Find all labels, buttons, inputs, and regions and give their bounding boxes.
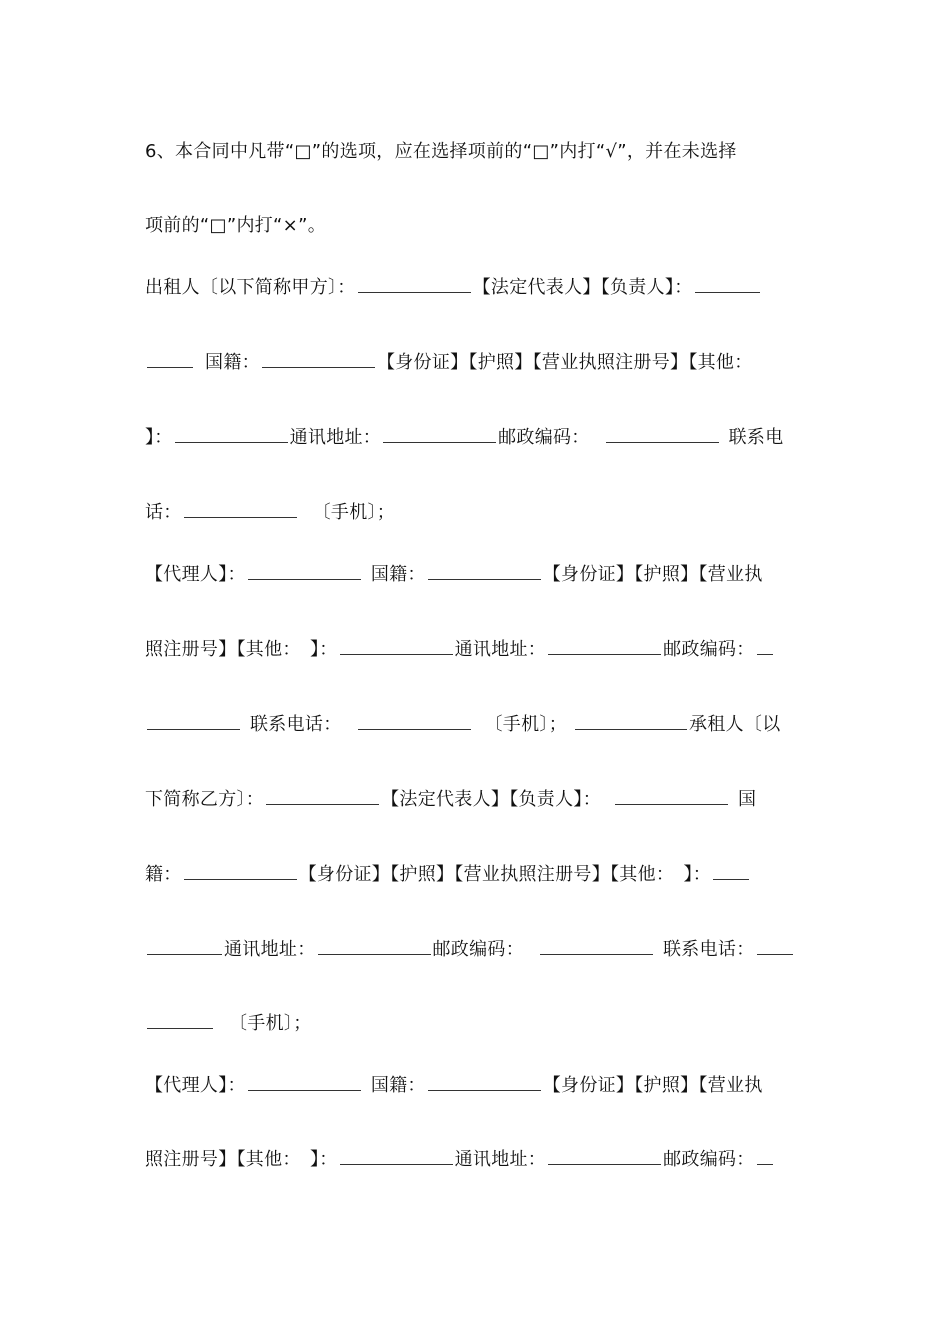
lessee-label-cont: 下简称乙方〕： [145,789,265,810]
lessor-agent-line-3 [145,713,815,737]
lessee-representative-label: 【法定代表人】【负责人】： [381,789,602,810]
lessor-representative-blank[interactable] [695,276,760,293]
lessor-phone-blank[interactable] [184,501,297,518]
lessor-agent-id-label: 照注册号】【其他： 】： [145,639,338,660]
lessee-agent-line-2 [145,1148,815,1172]
lessee-postcode-label: 邮政编码： [432,939,524,960]
lessor-address-blank[interactable] [383,426,496,443]
lessor-nationality-blank[interactable] [262,351,375,368]
instruction-text-1: 6、本合同中凡带“□”的选项，应在选择项前的“□”内打“√”，并在未选择 [145,141,737,162]
lessor-line-4 [145,501,815,525]
lessor-name-blank[interactable] [358,276,471,293]
lessor-agent-postcode-blank[interactable] [757,638,773,655]
lessee-phone-blank[interactable] [757,938,793,955]
lessor-agent-label: 【代理人】： [145,564,246,585]
lessor-agent-address-label: 通讯地址： [454,639,547,660]
lessee-id-type-label: 【身份证】【护照】【营业执照注册号】【其他： 】： [298,864,712,885]
lessor-representative-blank-cont[interactable] [147,351,193,368]
lessor-id-type-label: 【身份证】【护照】【营业执照注册号】【其他： [376,352,753,373]
lessee-agent-line-1 [145,1074,815,1098]
lessee-id-blank[interactable] [713,863,749,880]
lessee-phone-blank-cont[interactable] [147,1012,213,1029]
lessee-agent-blank[interactable] [248,1074,361,1091]
lessor-agent-phone-label: 联系电话： [250,714,342,735]
lessee-agent-id-type-label: 【身份证】【护照】【营业执 [542,1075,763,1096]
lessor-nationality-label: 国籍： [205,352,260,373]
lessee-phone-label: 联系电话： [663,939,755,960]
lessee-line-1 [145,788,815,812]
lessee-label: 承租人〔以 [689,714,781,735]
lessee-agent-nationality-blank[interactable] [428,1074,541,1091]
instruction-line-2 [145,214,815,238]
lessor-agent-address-blank[interactable] [548,638,661,655]
lessor-agent-blank[interactable] [248,563,361,580]
lessee-agent-postcode-label: 邮政编码： [663,1149,755,1170]
lessor-agent-id-type-label: 【身份证】【护照】【营业执 [542,564,763,585]
lessor-line-2 [145,351,815,375]
lessee-address-label: 通讯地址： [224,939,316,960]
lessee-id-blank-cont[interactable] [147,938,222,955]
lessor-agent-id-blank[interactable] [340,638,453,655]
lessee-representative-blank[interactable] [615,788,728,805]
lessee-agent-id-blank[interactable] [340,1148,453,1165]
instruction-line-1 [145,140,815,164]
lessee-postcode-blank[interactable] [540,938,653,955]
lessor-agent-postcode-blank-cont[interactable] [147,713,240,730]
lessor-agent-nationality-label: 国籍： [370,564,426,585]
lessee-agent-nationality-label: 国籍： [370,1075,426,1096]
lessee-agent-address-label: 通讯地址： [454,1149,547,1170]
lessee-nationality-label: 国 [738,789,757,810]
lessee-name-blank-2[interactable] [266,788,379,805]
lessee-name-blank[interactable] [575,713,687,730]
lessor-label: 出租人〔以下简称甲方〕： [145,277,356,298]
lessee-nationality-blank[interactable] [184,863,297,880]
lessor-mobile-label: 〔手机〕； [312,502,396,523]
lessor-postcode-blank[interactable] [606,426,719,443]
lessor-line-3 [145,426,815,450]
lessor-agent-postcode-label: 邮政编码： [663,639,755,660]
lessor-agent-mobile-label: 〔手机〕； [484,714,567,735]
lessor-representative-label: 【法定代表人】【负责人】： [472,277,693,298]
lessee-line-4 [145,1012,815,1036]
lessee-line-3 [145,938,815,962]
lessor-line-1 [145,276,815,300]
lessee-agent-id-label: 照注册号】【其他： 】： [145,1149,338,1170]
lessor-agent-line-1 [145,563,815,587]
lessee-agent-postcode-blank[interactable] [757,1148,773,1165]
lessor-agent-line-2 [145,638,815,662]
lessor-agent-nationality-blank[interactable] [428,563,541,580]
lessor-id-close: 】： [145,427,173,448]
lessor-address-label: 通讯地址： [289,427,382,448]
instruction-text-2: 项前的“□”内打“×”。 [145,215,326,236]
lessee-line-2 [145,863,815,887]
lessor-phone-label: 联系电 [728,427,784,448]
lessee-nationality-label-cont: 籍： [145,864,182,885]
lessee-mobile-label: 〔手机〕； [229,1013,312,1034]
lessee-agent-address-blank[interactable] [548,1148,661,1165]
lessor-agent-phone-blank[interactable] [358,713,471,730]
lessee-address-blank[interactable] [318,938,431,955]
lessee-agent-label: 【代理人】： [145,1075,246,1096]
lessor-id-blank[interactable] [175,426,288,443]
lessor-phone-label-cont: 话： [145,502,182,523]
lessor-postcode-label: 邮政编码： [498,427,590,448]
